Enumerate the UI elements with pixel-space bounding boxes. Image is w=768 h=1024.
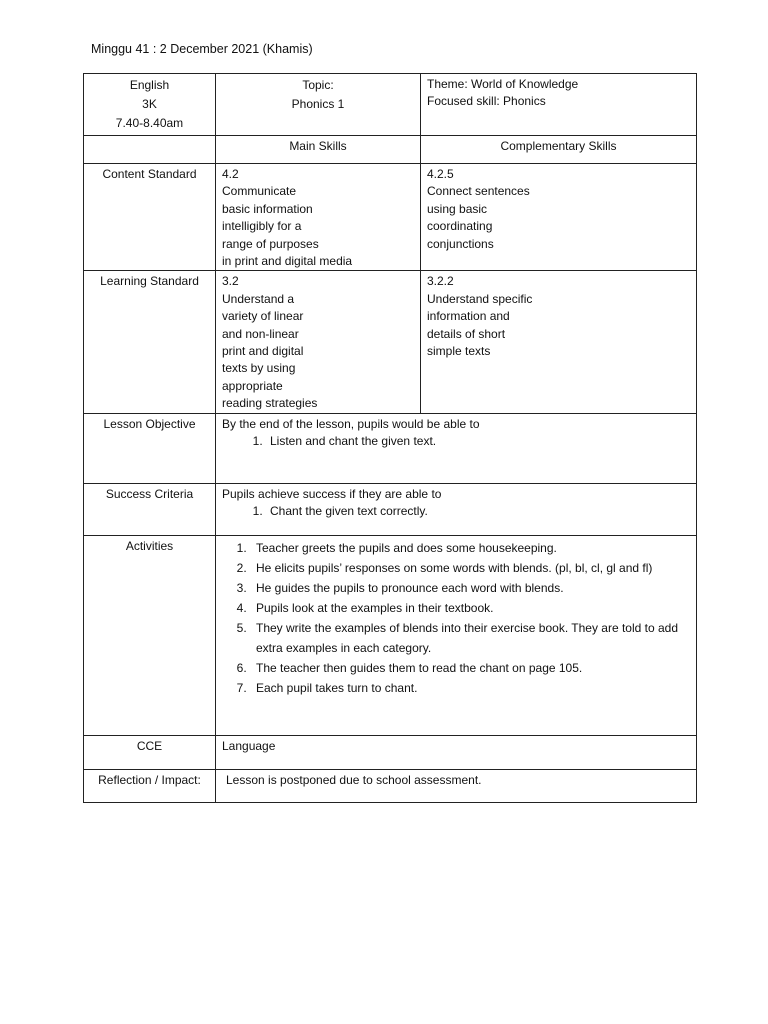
list-item: 6. The teacher then guides them to read the chant on page 105. [250,658,690,678]
list-item: 4. Pupils look at the examples in their textbook. [250,598,690,618]
topic-label: Topic: [302,78,334,92]
content-comp-line: using basic [427,201,488,216]
list-item: 1. Chant the given text correctly. [266,503,690,520]
row-activities [84,535,697,735]
content-main-line: Communicate [222,184,297,199]
row-content-standard [84,164,697,271]
content-main-line: basic information [222,201,313,216]
topic-value: Phonics 1 [291,97,345,111]
cce-value: Language [216,735,697,769]
learning-main-line: variety of linear [222,309,304,324]
content-comp-line: 4.2.5 [427,167,454,181]
content-main-line: range of purposes [222,236,319,251]
content-standard-label: Content Standard [84,164,216,271]
learning-standard-label: Learning Standard [84,271,216,413]
row-learning-standard [84,271,697,413]
content-comp-line: Connect sentences [427,184,530,199]
activities-content [216,535,697,735]
skills-header-empty-cell [84,136,216,164]
learning-comp-line: Understand specific [427,291,533,306]
learning-standard-complementary [421,271,697,413]
lesson-objective-label: Lesson Objective [84,413,216,483]
lesson-plan-table [83,73,697,803]
cce-label: CCE [84,735,216,769]
theme-cell [421,74,697,136]
learning-comp-line: simple texts [427,344,491,359]
success-criteria-label: Success Criteria [84,483,216,535]
learning-main-line: appropriate [222,378,283,393]
learning-comp-line: information and [427,309,510,324]
success-criteria-content [216,483,697,535]
topic-cell [216,74,421,136]
learning-main-line: Understand a [222,291,295,306]
learning-comp-line: 3.2.2 [427,274,454,289]
activities-label: Activities [84,535,216,735]
learning-main-line: and non-linear [222,326,299,341]
learning-standard-main [216,271,421,413]
learning-main-line: print and digital [222,344,304,359]
row-skills-header [84,136,697,164]
reflection-label: Reflection / Impact: [84,769,216,802]
content-comp-line: coordinating [427,219,493,234]
row-lesson-objective [84,413,697,483]
lesson-objective-intro: By the end of the lesson, pupils would be able to [222,416,480,431]
content-standard-complementary [421,164,697,271]
reflection-value: Lesson is postponed due to school assessment. [216,769,697,802]
week-date-heading: Minggu 41 : 2 December 2021 (Khamis) [91,42,313,56]
lesson-objective-list [222,433,690,450]
main-skills-header: Main Skills [216,136,421,164]
success-criteria-list [222,503,690,520]
learning-main-line: 3.2 [222,274,239,289]
content-comp-line: conjunctions [427,236,494,251]
content-main-line: intelligibly for a [222,219,302,234]
theme-text: Theme: World of Knowledge [427,77,579,91]
focused-skill-text: Focused skill: Phonics [427,94,546,109]
list-item: 7. Each pupil takes turn to chant. [250,678,690,698]
row-reflection [84,769,697,802]
learning-comp-line: details of short [427,326,506,341]
lesson-objective-content [216,413,697,483]
list-item: 3. He guides the pupils to pronounce each word with blends. [250,578,690,598]
content-main-line: 4.2 [222,167,239,181]
activities-list [222,538,690,698]
learning-main-line: reading strategies [222,396,318,411]
class-text: 3K [142,97,157,111]
list-item: 2. He elicits pupils’ responses on some words with blends. (pl, bl, cl, gl and fl) [250,558,690,578]
complementary-skills-header: Complementary Skills [421,136,697,164]
content-main-line: in print and digital media [222,254,353,269]
subject-text: English [129,78,170,92]
content-standard-main [216,164,421,271]
list-item: 5. They write the examples of blends into their exercise book. They are told to add extra examples in each category. [250,618,690,658]
list-item: 1. Listen and chant the given text. [266,433,690,450]
learning-main-line: texts by using [222,361,296,376]
row-class-topic-theme [84,74,697,136]
list-item: 1. Teacher greets the pupils and does some housekeeping. [250,538,690,558]
success-criteria-intro: Pupils achieve success if they are able to [222,486,442,501]
class-info-cell [84,74,216,136]
time-text: 7.40-8.40am [115,116,184,130]
row-success-criteria [84,483,697,535]
row-cce [84,735,697,769]
